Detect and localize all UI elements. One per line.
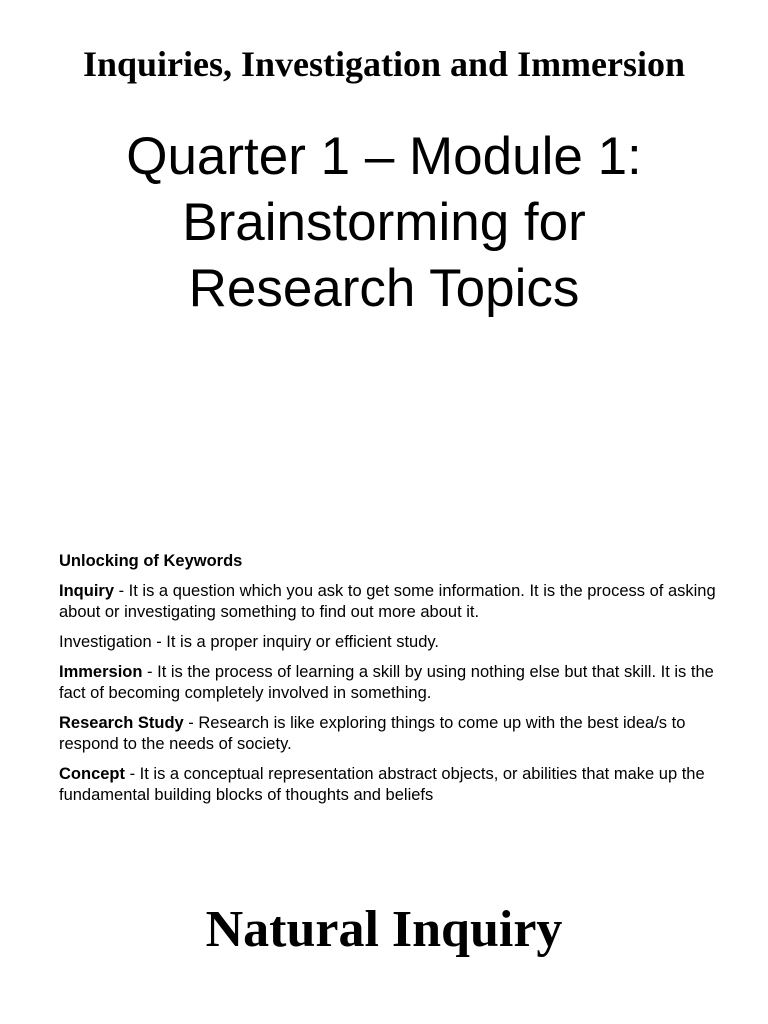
module-title-line: Brainstorming for	[182, 193, 586, 252]
keywords-section	[59, 551, 719, 815]
keyword-definition: Investigation - It is a proper inquiry or efficient study.	[59, 633, 439, 651]
keyword-entry-investigation	[59, 632, 719, 653]
keyword-term: Research Study	[59, 714, 184, 732]
keywords-heading: Unlocking of Keywords	[59, 552, 243, 570]
keyword-term: Inquiry	[59, 582, 115, 600]
keyword-entry-concept	[59, 764, 719, 806]
keyword-entry-inquiry	[59, 581, 719, 623]
keyword-definition: - Research is like exploring things to come up with the best idea/s to respond to the needs of society.	[59, 714, 686, 753]
keyword-entry-research-study	[59, 713, 719, 755]
keyword-term: Concept	[59, 765, 125, 783]
subject-title: Inquiries, Investigation and Immersion	[82, 44, 686, 84]
module-title-line: Quarter 1 – Module 1:	[126, 127, 642, 186]
keyword-entry-immersion	[59, 662, 719, 704]
module-title	[0, 124, 768, 322]
keyword-definition: - It is a question which you ask to get some information. It is the process of asking about or investigating something to find out more about it.	[59, 582, 716, 621]
section-title: Natural Inquiry	[205, 901, 563, 958]
keyword-definition: - It is a conceptual representation abstract objects, or abilities that make up the fundamental building blocks of thoughts and beliefs	[59, 765, 705, 804]
module-title-line: Research Topics	[188, 259, 580, 318]
keyword-definition: - It is the process of learning a skill by using nothing else but that skill. It is the fact of becoming completely involved in something.	[59, 663, 714, 702]
keyword-term: Immersion	[59, 663, 143, 681]
